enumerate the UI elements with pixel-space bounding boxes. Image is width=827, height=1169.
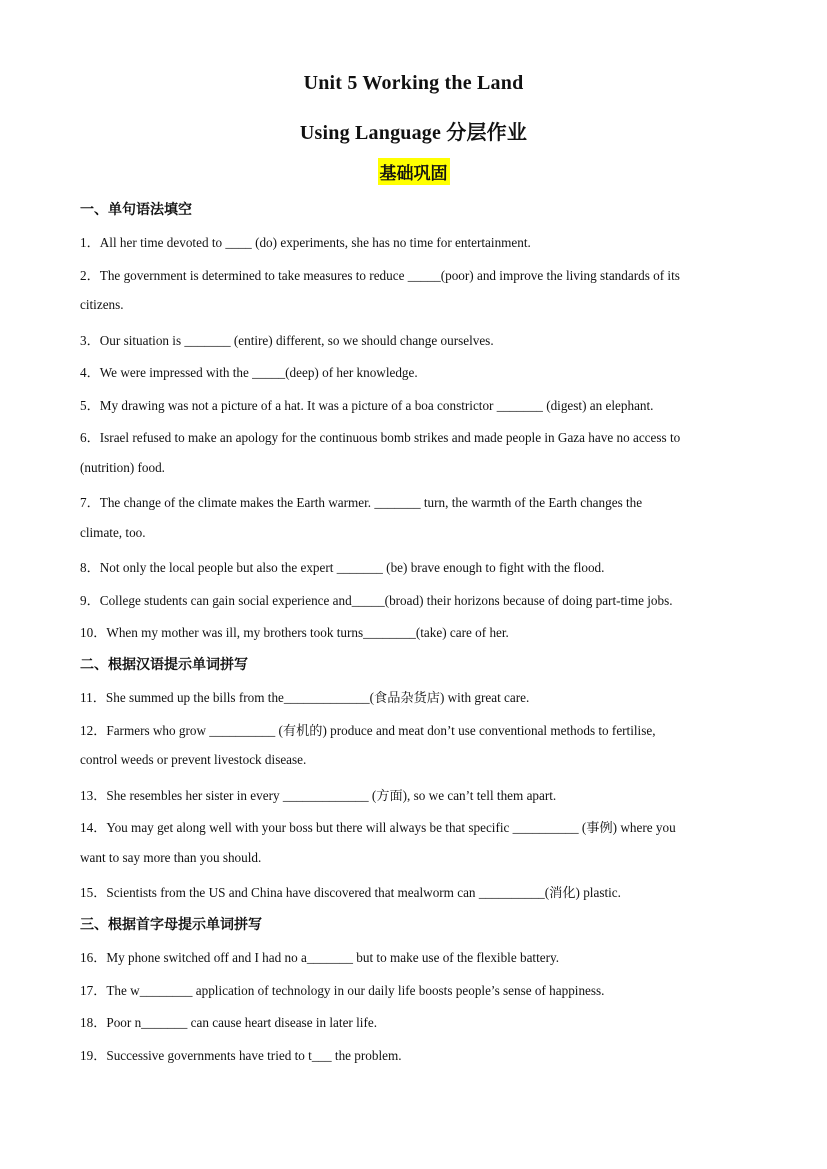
exercise-line: 1．All her time devoted to ____ (do) experiments, she has no time for entertainment. xyxy=(80,235,531,250)
exercise-line: 12．Farmers who grow __________ (有机的) produce and meat don’t use conventional methods to fertilise, xyxy=(80,723,656,738)
exercise-line: 4．We were impressed with the _____(deep) of her knowledge. xyxy=(80,365,418,380)
exercise-line: 13．She resembles her sister in every _____________ (方面), so we can’t tell them apart. xyxy=(80,788,557,803)
exercise-line: 2．The government is determined to take measures to reduce _____(poor) and improve the living standards of its xyxy=(80,268,680,283)
exercise-line: 19．Successive governments have tried to t___ the problem. xyxy=(80,1048,402,1063)
level-badge-wrap xyxy=(0,158,827,185)
exercise-line: 8．Not only the local people but also the expert _______ (be) brave enough to fight with the flood. xyxy=(80,560,605,575)
exercise-line: citizens. xyxy=(80,297,124,312)
exercise-line: 16．My phone switched off and I had no a_______ but to make use of the flexible battery. xyxy=(80,950,560,965)
exercise-line: 7．The change of the climate makes the Earth warmer. _______ turn, the warmth of the Earth changes the xyxy=(80,495,643,510)
exercise-line: 14．You may get along well with your boss but there will always be that specific __________ (事例) where you xyxy=(80,820,676,835)
exercise-line: 17．The w________ application of technology in our daily life boosts people’s sense of happiness. xyxy=(80,983,605,998)
exercise-line: 6．Israel refused to make an apology for the continuous bomb strikes and made people in Gaza have no access to xyxy=(80,430,681,445)
exercise-line: want to say more than you should. xyxy=(80,850,262,865)
exercise-line: 5．My drawing was not a picture of a hat. It was a picture of a boa constrictor _______ (digest) an elephant. xyxy=(80,398,654,413)
exercise-line: (nutrition) food. xyxy=(80,460,165,475)
section-heading-initial-letters: 三、根据首字母提示单词拼写 xyxy=(80,917,262,933)
exercise-line: control weeds or prevent livestock disease. xyxy=(80,752,307,767)
exercise-line: 11．She summed up the bills from the_____________(食品杂货店) with great care. xyxy=(80,690,530,705)
level-badge: 基础巩固 xyxy=(378,158,450,185)
exercise-line: climate, too. xyxy=(80,525,146,540)
exercise-line: 15．Scientists from the US and China have discovered that mealworm can __________(消化) plastic. xyxy=(80,885,621,900)
exercise-line: 10．When my mother was ill, my brothers took turns________(take) care of her. xyxy=(80,625,509,640)
section-heading-chinese-hints: 二、根据汉语提示单词拼写 xyxy=(80,657,248,673)
page-title: Unit 5 Working the Land xyxy=(303,72,524,94)
exercise-line: 18．Poor n_______ can cause heart disease in later life. xyxy=(80,1015,377,1030)
exercise-line: 9．College students can gain social experience and_____(broad) their horizons because of doing part-time jobs. xyxy=(80,593,673,608)
section-heading-grammar: 一、单句语法填空 xyxy=(80,202,192,218)
exercise-line: 3．Our situation is _______ (entire) different, so we should change ourselves. xyxy=(80,333,494,348)
page-subtitle: Using Language 分层作业 xyxy=(299,122,528,144)
